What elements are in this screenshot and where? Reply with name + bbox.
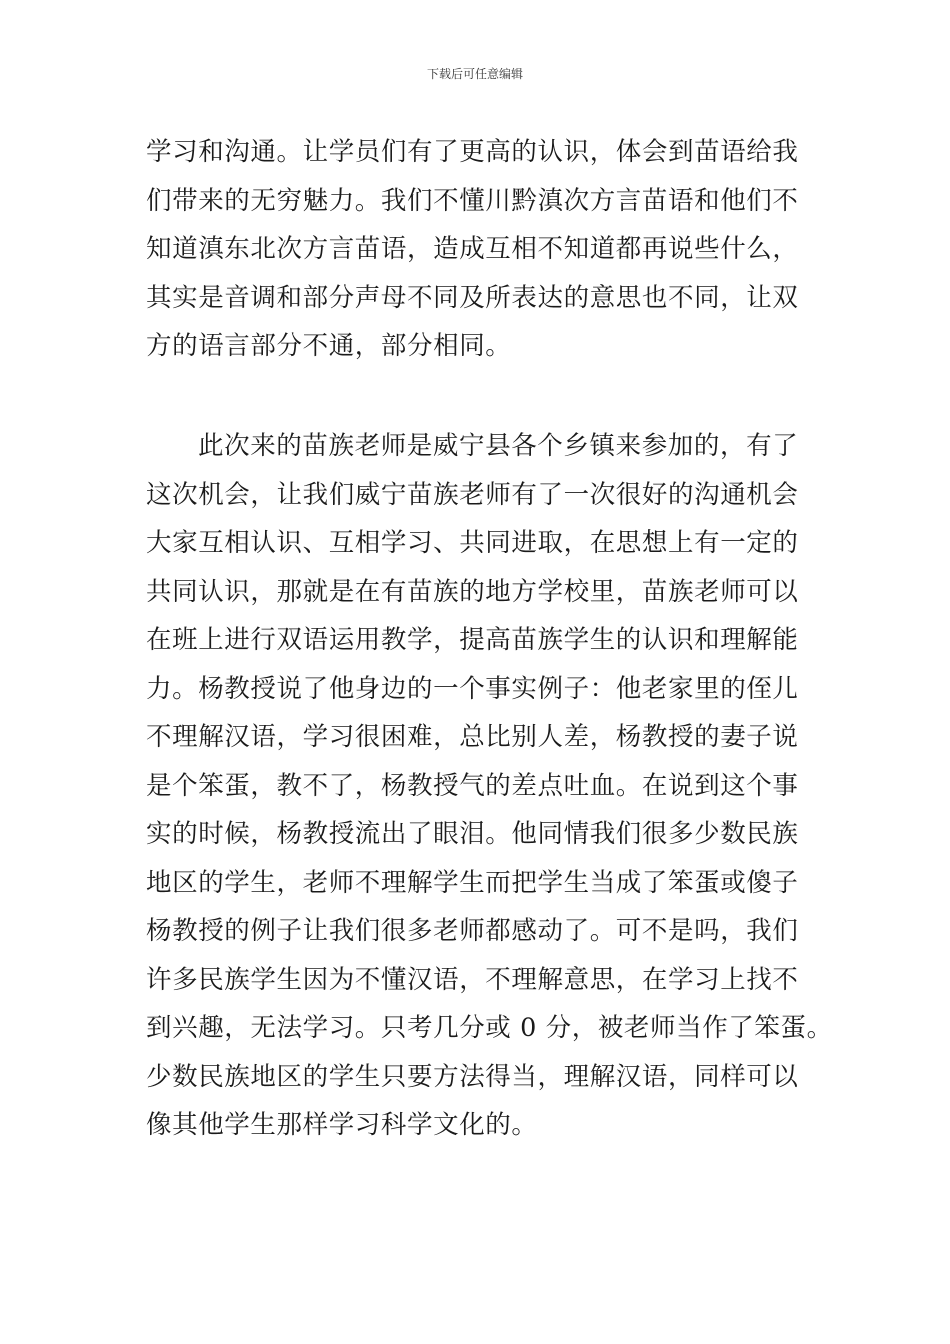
page-header: 下载后可任意编辑	[426, 67, 523, 81]
text-line: 其实是音调和部分声母不同及所表达的意思也不同，让双	[146, 282, 799, 313]
text-line: 在班上进行双语运用教学，提高苗族学生的认识和理解能	[146, 625, 799, 655]
text-line: 不理解汉语，学习很困难，总比别人差，杨教授的妻子说	[146, 722, 799, 752]
text-line: 力。杨教授说了他身边的一个事实例子：他老家里的侄儿	[146, 673, 799, 704]
text-line: 大家互相认识、互相学习、共同进取，在思想上有一定的	[146, 528, 799, 558]
text-line: 许多民族学生因为不懂汉语，不理解意思，在学习上找不	[146, 964, 799, 995]
text-line: 方的语言部分不通，部分相同。	[146, 331, 512, 361]
text-line: 实的时候，杨教授流出了眼泪。他同情我们很多少数民族	[146, 819, 799, 849]
paragraph-1	[146, 128, 808, 371]
text-line: 到兴趣，无法学习。只考几分或 0 分，被老师当作了笨蛋。	[146, 1013, 833, 1043]
text-line: 地区的学生，老师不理解学生而把学生当成了笨蛋或傻子	[146, 867, 799, 898]
text-line: 此次来的苗族老师是威宁县各个乡镇来参加的，有了	[198, 431, 799, 461]
text-line: 共同认识，那就是在有苗族的地方学校里，苗族老师可以	[146, 576, 799, 607]
paragraph-2	[146, 422, 833, 1150]
text-line: 杨教授的例子让我们很多老师都感动了。可不是吗，我们	[146, 916, 799, 946]
text-line: 们带来的无穷魅力。我们不懂川黔滇次方言苗语和他们不	[146, 185, 799, 216]
text-line: 这次机会，让我们威宁苗族老师有了一次很好的沟通机会	[146, 479, 799, 510]
text-line: 知道滇东北次方言苗语，造成互相不知道都再说些什么，	[146, 234, 799, 264]
text-line: 少数民族地区的学生只要方法得当，理解汉语，同样可以	[146, 1061, 799, 1092]
text-line: 像其他学生那样学习科学文化的。	[146, 1110, 538, 1140]
text-line: 学习和沟通。让学员们有了更高的认识，体会到苗语给我	[146, 137, 799, 167]
text-line: 是个笨蛋，教不了，杨教授气的差点吐血。在说到这个事	[146, 770, 799, 801]
